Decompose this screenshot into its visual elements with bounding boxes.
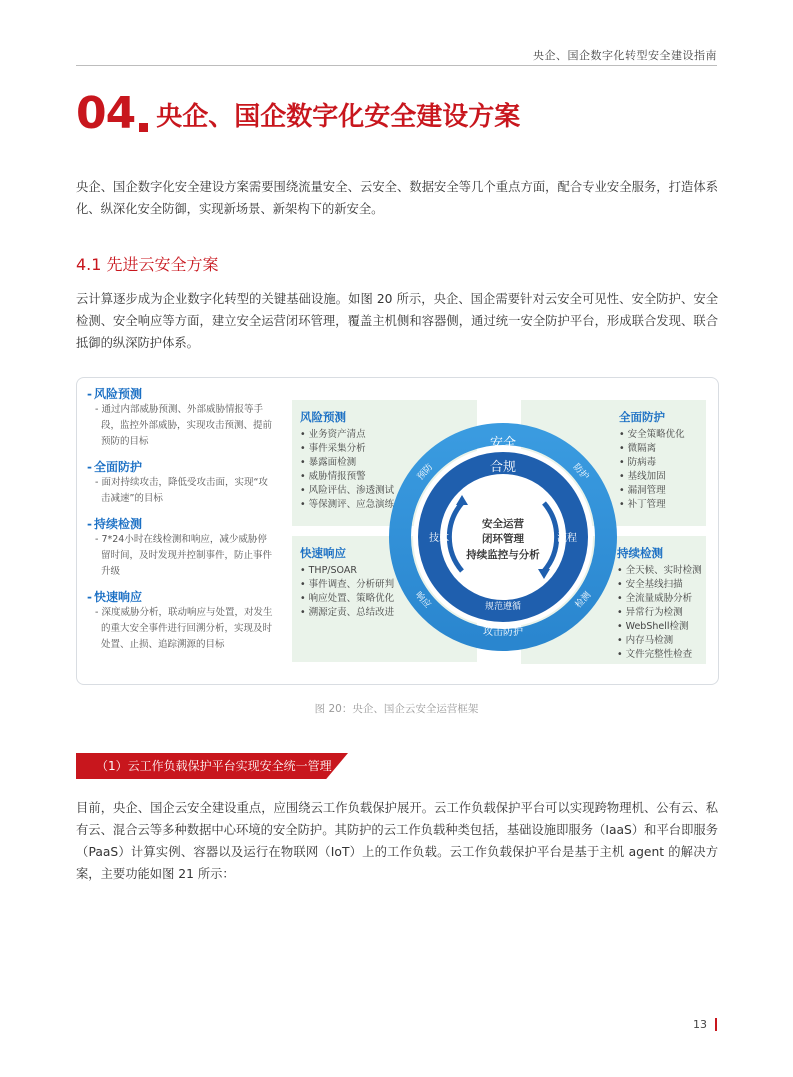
panel-item: • 防病毒 [619, 457, 657, 468]
subsection-paragraph: 目前，央企、国企云安全建设重点，应围绕云工作负载保护展开。云工作负载保护平台可以实现跨物理机、公有云、私有云、混合云等多种数据中心环境的安全防护。其防护的云工作负载种类包括，基础设施即服务（IaaS）和平台即服务（PaaS）计算实例、容器以及运行在物联网（IoT）上的工作负载。云工作负载保护平台是基于主机 agent 的解决方案，主要功能如图 21 所示： [76, 801, 718, 881]
panel-item: • 异常行为检测 [617, 607, 683, 618]
panel-item: • 事件调查、分析研判 [300, 579, 395, 590]
page-number: 13 [693, 1018, 707, 1031]
inner-right-label: 流程 [557, 533, 577, 544]
figure-caption: 图 20：央企、国企云安全运营框架 [314, 703, 479, 715]
outer-bottom-label: 攻击防护 [483, 627, 523, 638]
panel-item: • 响应处置、策略优化 [300, 593, 395, 604]
section-title: 4.1 先进云安全方案 [76, 255, 219, 274]
panel-title: 全面防护 [619, 410, 665, 424]
panel-item: • 等保测评、应急演练 [300, 499, 395, 510]
panel-item: • 微隔离 [619, 443, 657, 454]
panel-item: • 业务资产清点 [300, 429, 366, 440]
panel-title: 快速响应 [300, 546, 346, 560]
panel-item: • 安全基线扫描 [617, 579, 683, 590]
chapter-heading [76, 88, 521, 139]
left-item [87, 459, 275, 507]
left-item-title: - 持续检测 [87, 517, 142, 531]
center-line-3: 持续监控与分析 [466, 549, 540, 561]
left-item-title: - 风险预测 [87, 387, 142, 401]
header-divider [76, 65, 717, 66]
panel-item: • WebShell检测 [617, 621, 689, 632]
panel-item: • 基线加固 [619, 471, 666, 482]
left-item [87, 516, 275, 580]
outer-br-label: 检测 [573, 590, 594, 611]
header-doc-title: 央企、国企数字化转型安全建设指南 [533, 49, 717, 62]
panel-item: • 全流量威胁分析 [617, 593, 693, 604]
panel-item: • 暴露面检测 [300, 457, 357, 468]
subsection-title: （1）云工作负载保护平台实现安全统一管理 [96, 759, 332, 773]
chapter-dot [139, 123, 148, 132]
left-item-desc: - 通过内部威胁预测、外部威胁情报等手段，监控外部威胁，实现攻击预测、提前预防的目标 [95, 404, 273, 447]
panel-item: • 安全策略优化 [619, 429, 685, 440]
panel-item: • 文件完整性检查 [617, 649, 693, 660]
panel-title: 风险预测 [300, 410, 346, 424]
panel-item: • 全天候、实时检测 [617, 565, 702, 576]
panel-item: • 补丁管理 [619, 499, 666, 510]
inner-bottom-label: 规范遵循 [484, 602, 522, 612]
left-item-title: - 快速响应 [87, 590, 142, 604]
panel-item: • 溯源定责、总结改进 [300, 607, 395, 618]
panel-title: 持续检测 [617, 546, 663, 560]
inner-left-label: 技术 [429, 533, 449, 544]
left-item-desc: - 面对持续攻击，降低受攻击面，实现“攻击减速”的目标 [95, 477, 268, 504]
left-item-title: - 全面防护 [87, 460, 142, 474]
left-item-desc: - 深度威胁分析，联动响应与处置，对发生的重大安全事件进行回溯分析，实现及时处置、止损、追踪溯源的目标 [95, 607, 273, 650]
panel-item: • 风险评估、渗透测试 [300, 485, 395, 496]
panel-item: • 威胁情报预警 [300, 471, 366, 482]
section-paragraph: 云计算逐步成为企业数字化转型的关键基础设施。如图 20 所示，央企、国企需要针对云安全可见性、安全防护、安全检测、安全响应等方面，建立安全运营闭环管理，覆盖主机侧和容器侧，通过统一安全防护平台，形成联合发现、联合抵御的纵深防护体系。 [76, 292, 718, 350]
outer-top-label: 安全 [489, 436, 517, 451]
figure-left-column [87, 386, 275, 662]
intro-paragraph: 央企、国企数字化安全建设方案需要围绕流量安全、云安全、数据安全等几个重点方面，配合专业安全服务，打造体系化、纵深化安全防御，实现新场景、新架构下的新安全。 [76, 180, 718, 216]
outer-tl-label: 预防 [415, 462, 436, 483]
figure-box [76, 377, 719, 685]
left-item [87, 589, 275, 653]
page-number-bar [715, 1018, 717, 1031]
panel-item: • THP/SOAR [300, 565, 357, 576]
panel-item: • 事件采集分析 [300, 443, 366, 454]
panel-item: • 内存马检测 [617, 635, 674, 646]
left-item [87, 386, 275, 450]
left-item-desc: - 7*24小时在线检测和响应，减少威胁停留时间，及时发现并控制事件，防止事件升级 [95, 534, 273, 577]
center-line-2: 闭环管理 [482, 533, 524, 545]
security-cycle-diagram [389, 423, 617, 651]
outer-bl-label: 响应 [412, 590, 433, 611]
chapter-number: 04 [76, 88, 136, 139]
outer-tr-label: 防护 [570, 462, 591, 483]
center-line-1: 安全运营 [482, 518, 524, 530]
inner-top-label: 合规 [489, 460, 517, 475]
chapter-title: 央企、国企数字化安全建设方案 [156, 102, 521, 132]
panel-item: • 漏洞管理 [619, 485, 666, 496]
